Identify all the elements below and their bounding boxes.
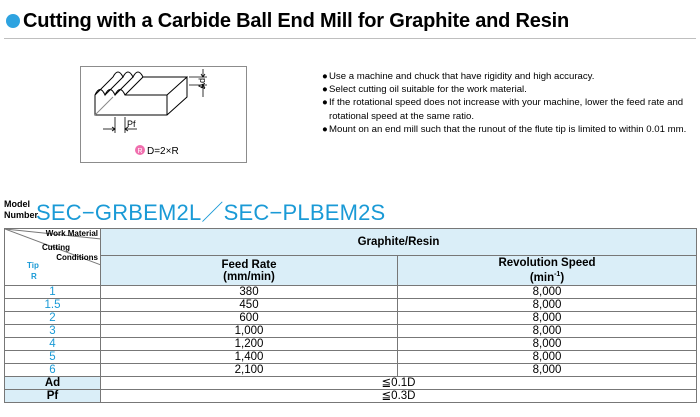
model-name: SEC−GRBEM2L／SEC−PLBEM2S bbox=[36, 200, 386, 225]
ad-row bbox=[5, 377, 697, 390]
pf-row bbox=[5, 390, 697, 403]
model-number-heading bbox=[4, 196, 694, 228]
table-row bbox=[5, 364, 697, 377]
group-header: Graphite/Resin bbox=[101, 229, 697, 256]
r-label: R bbox=[31, 272, 37, 281]
ad-dim-label: Ad bbox=[197, 77, 207, 89]
tip-radius-cell: 5 bbox=[5, 351, 101, 364]
usage-notes bbox=[322, 70, 697, 136]
feed-rate-header: Feed Rate (mm/min) bbox=[101, 256, 398, 286]
bullet-icon: ● bbox=[322, 97, 328, 109]
formula-mark: R bbox=[137, 148, 143, 155]
model-label: Model bbox=[4, 199, 30, 209]
cutting-label: Cutting bbox=[42, 243, 70, 252]
pf-dim-label: Pf bbox=[127, 119, 136, 129]
revolution-speed-cell: 8,000 bbox=[398, 351, 697, 364]
conditions-label: Conditions bbox=[56, 253, 98, 262]
tip-radius-cell: 1 bbox=[5, 286, 101, 299]
tip-label: Tip bbox=[27, 261, 39, 270]
feed-rate-cell: 450 bbox=[101, 299, 398, 312]
feed-rate-cell: 1,400 bbox=[101, 351, 398, 364]
note-item: ● Use a machine and chuck that have rigidity and high accuracy. bbox=[322, 71, 595, 82]
bullet-icon: ● bbox=[322, 84, 328, 96]
title-bullet-icon bbox=[6, 14, 20, 28]
feed-rate-cell: 1,000 bbox=[101, 325, 398, 338]
tip-radius-cell: 6 bbox=[5, 364, 101, 377]
note-item: ● Mount on an end mill such that the runout of the flute tip is limited to within 0.01 mm. bbox=[322, 123, 687, 135]
tip-radius-cell: 4 bbox=[5, 338, 101, 351]
feed-rate-cell: 600 bbox=[101, 312, 398, 325]
table-row bbox=[5, 286, 697, 299]
ball-end-mill-diagram bbox=[80, 66, 247, 163]
feed-rate-cell: 2,100 bbox=[101, 364, 398, 377]
note-item: ● If the rotational speed does not increase with your machine, lower the feed rate and rotational speed at the same ratio. bbox=[322, 97, 684, 122]
section-title-bar bbox=[4, 4, 696, 39]
revolution-speed-cell: 8,000 bbox=[398, 364, 697, 377]
revolution-speed-cell: 8,000 bbox=[398, 286, 697, 299]
ad-value-cell: ≦0.1D bbox=[101, 377, 697, 390]
bullet-icon: ● bbox=[322, 123, 328, 135]
table-row bbox=[5, 299, 697, 312]
tip-radius-cell: 1.5 bbox=[5, 299, 101, 312]
revolution-speed-cell: 8,000 bbox=[398, 338, 697, 351]
ad-label-cell: Ad bbox=[5, 377, 101, 390]
pf-value-cell: ≦0.3D bbox=[101, 390, 697, 403]
table-row bbox=[5, 312, 697, 325]
pf-label-cell: Pf bbox=[5, 390, 101, 403]
work-material-label: Work Material bbox=[45, 229, 98, 238]
feed-rate-cell: 380 bbox=[101, 286, 398, 299]
note-item: ● Select cutting oil suitable for the work material. bbox=[322, 84, 527, 96]
revolution-speed-cell: 8,000 bbox=[398, 312, 697, 325]
cutting-conditions-table bbox=[4, 228, 697, 403]
revolution-speed-header: Revolution Speed $(\min^{-1})$ bbox=[398, 256, 697, 286]
bullet-icon: ● bbox=[322, 71, 328, 82]
page-title: Cutting with a Carbide Ball End Mill for Graphite and Resin bbox=[23, 9, 570, 32]
table-corner-header bbox=[5, 229, 101, 286]
formula-text: D=2×R bbox=[147, 146, 179, 157]
feed-rate-cell: 1,200 bbox=[101, 338, 398, 351]
revolution-speed-cell: 8,000 bbox=[398, 325, 697, 338]
tip-radius-cell: 3 bbox=[5, 325, 101, 338]
revolution-speed-cell: 8,000 bbox=[398, 299, 697, 312]
table-row bbox=[5, 338, 697, 351]
number-label: Number bbox=[4, 210, 39, 220]
tip-radius-cell: 2 bbox=[5, 312, 101, 325]
table-row bbox=[5, 351, 697, 364]
table-row bbox=[5, 325, 697, 338]
